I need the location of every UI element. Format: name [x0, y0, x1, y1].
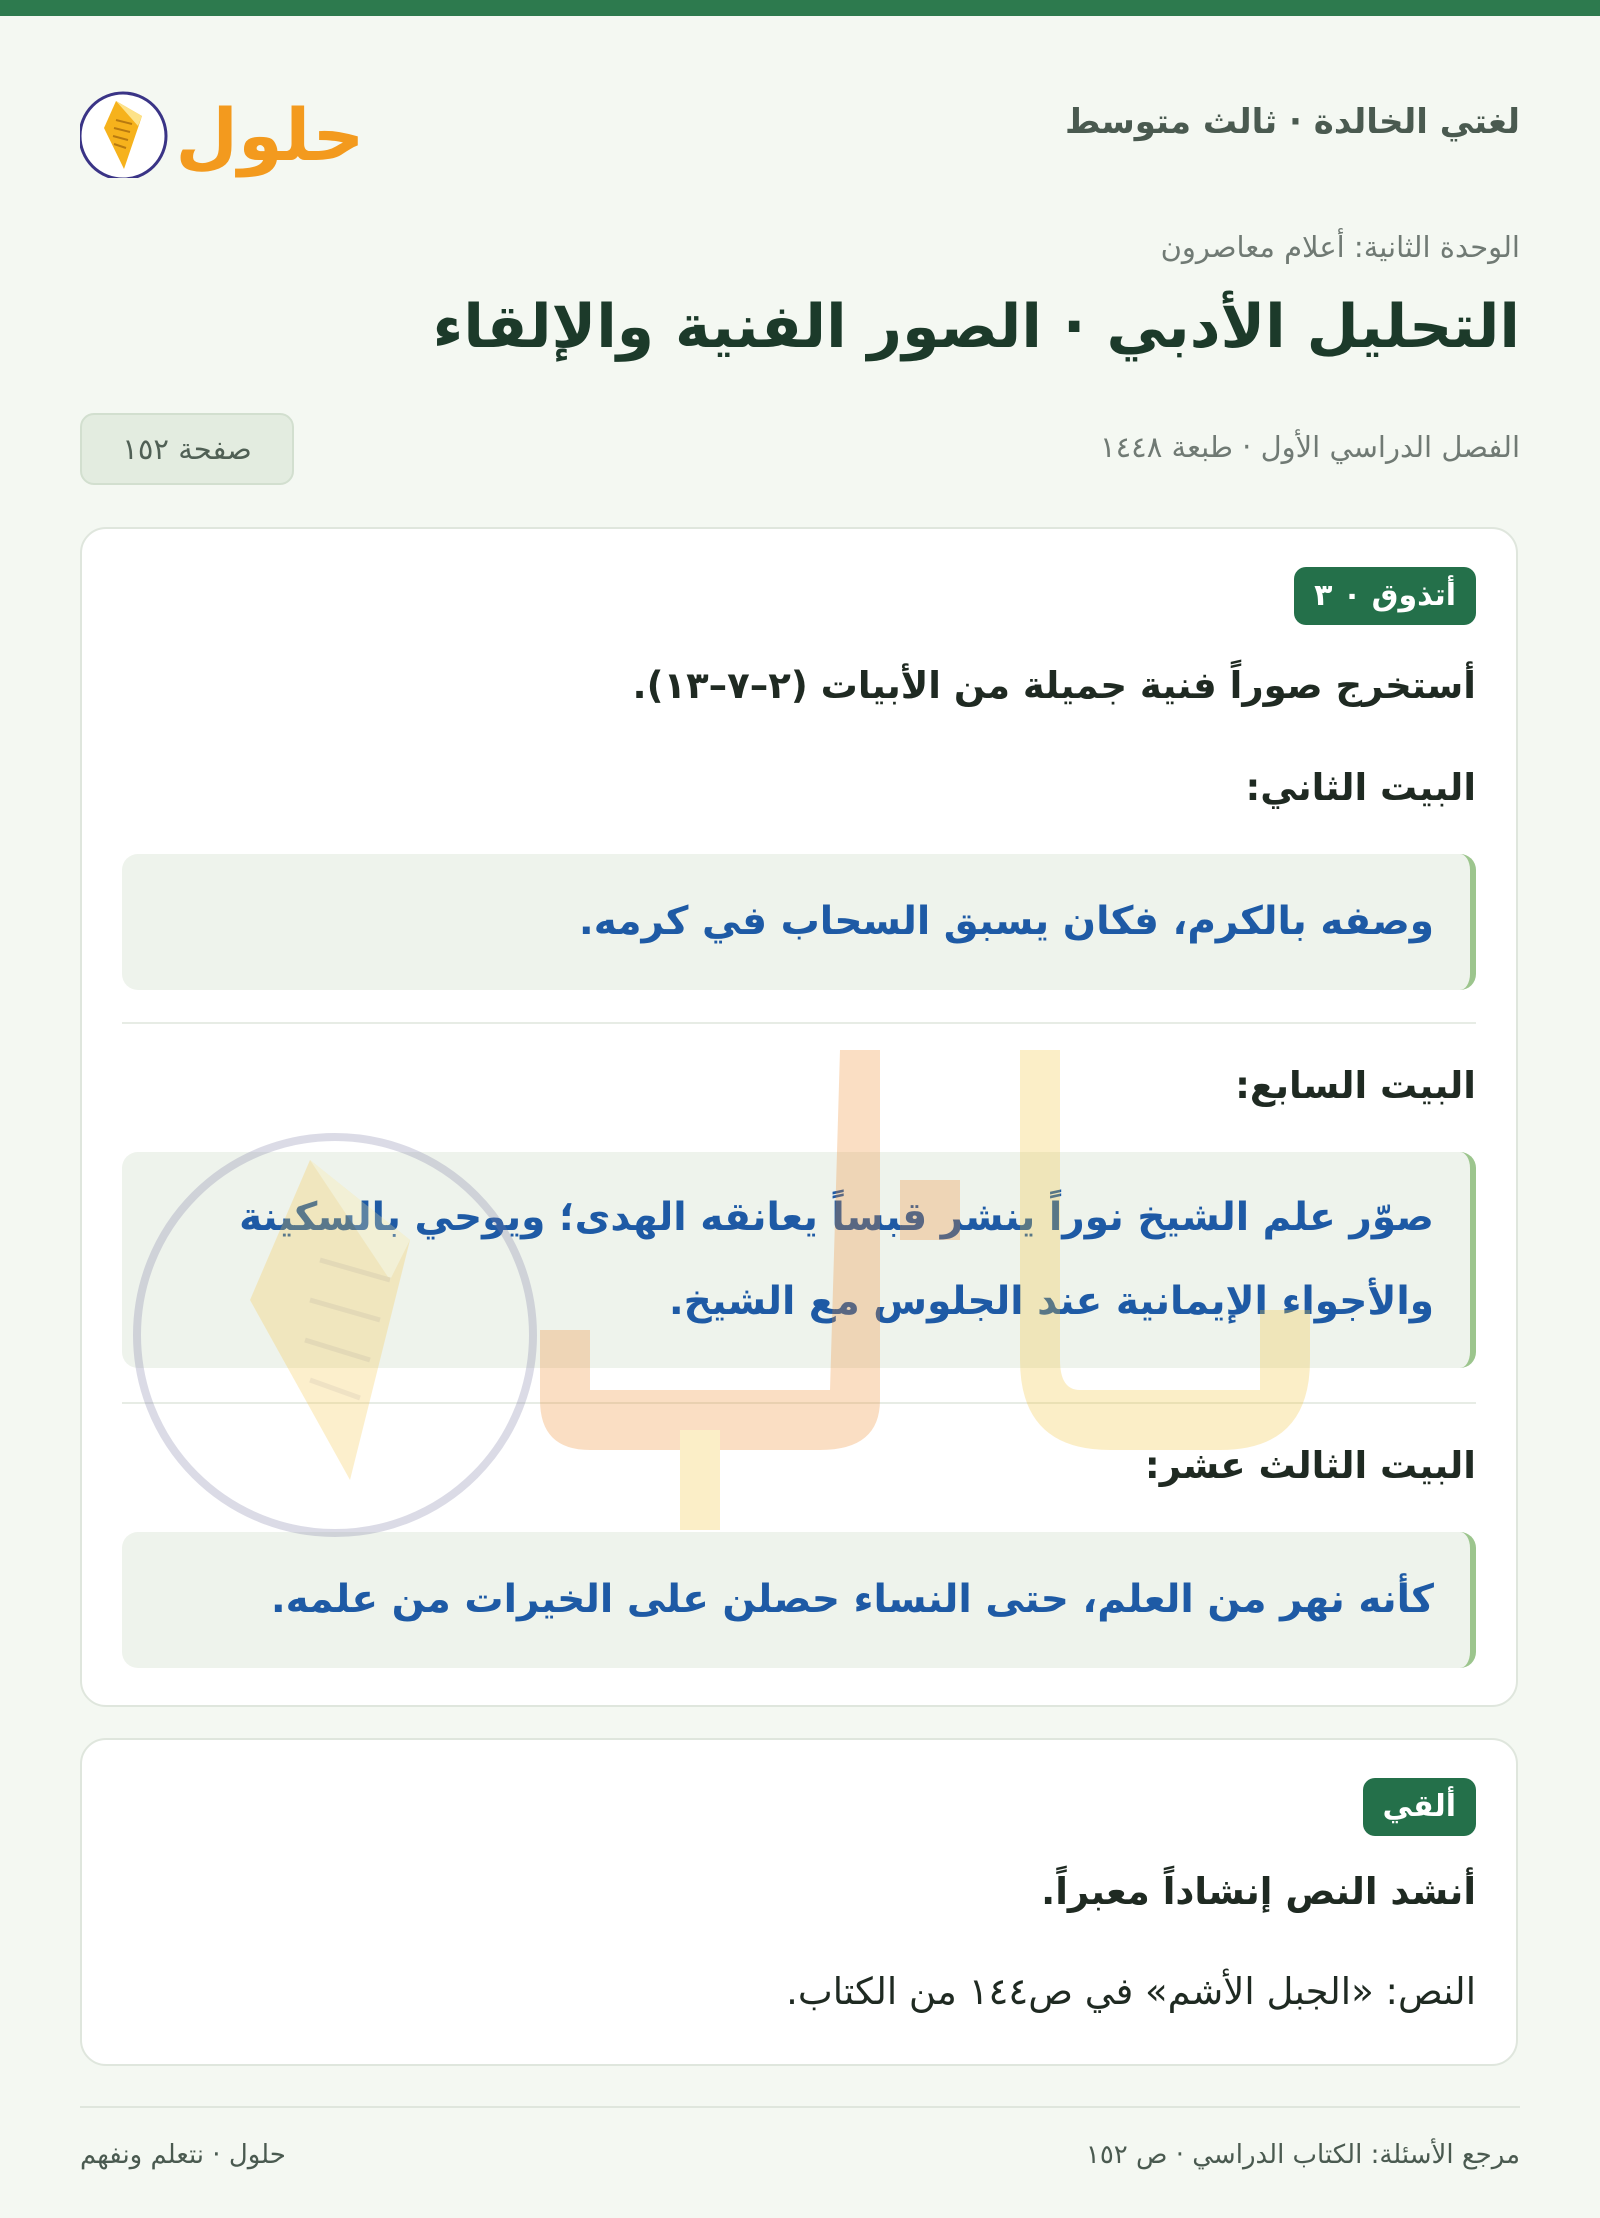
top-accent-bar — [0, 0, 1600, 16]
verse-label-13: البيت الثالث عشر: — [1144, 1444, 1476, 1487]
answer-text-2: وصفه بالكرم، فكان يسبق السحاب في كرمه. — [578, 899, 1434, 944]
page-header — [80, 62, 1520, 182]
question-text: أنشد النص إنشاداً معبراً. — [1041, 1870, 1476, 1913]
answer-box-13 — [122, 1532, 1476, 1668]
answer-box-7 — [122, 1152, 1476, 1368]
answer-text-13: كأنه نهر من العلم، حتى النساء حصلن على الخيرات من علمه. — [270, 1577, 1434, 1622]
page-title: التحليل الأدبي · الصور الفنية والإلقاء — [432, 292, 1520, 362]
answer-box-2 — [122, 854, 1476, 990]
footer-divider — [80, 2106, 1520, 2108]
verse-label-2: البيت الثاني: — [1245, 766, 1476, 809]
hulul-logo[interactable] — [80, 68, 360, 178]
subject-title: لغتي الخالدة · ثالث متوسط — [1064, 102, 1520, 142]
term-edition: الفصل الدراسي الأول · طبعة ١٤٤٨ — [1100, 430, 1520, 464]
verse-label-7: البيت السابع: — [1235, 1064, 1476, 1107]
footer-reference: مرجع الأسئلة: الكتاب الدراسي · ص ١٥٢ — [1085, 2140, 1520, 2170]
section-tag: ألقي — [1363, 1778, 1477, 1836]
recite-card — [80, 1738, 1518, 2066]
section-tag: أتذوق ٠ ٣ — [1294, 567, 1476, 625]
answer-text-7-line1: صوّر علم الشيخ نوراً ينشر قبساً يعانقه الهدى؛ ويوحي بالسكينة — [239, 1195, 1434, 1240]
unit-label: الوحدة الثانية: أعلام معاصرون — [1160, 230, 1520, 264]
divider — [122, 1402, 1476, 1404]
tasting-card — [80, 527, 1518, 1707]
question-text: أستخرج صوراً فنية جميلة من الأبيات (٢–٧–١٣). — [632, 664, 1476, 707]
divider — [122, 1022, 1476, 1024]
answer-text-7-line2: والأجواء الإيمانية عند الجلوس مع الشيخ. — [668, 1279, 1434, 1324]
page-number-badge: صفحة ١٥٢ — [80, 413, 294, 485]
footer-brand: حلول · نتعلم ونفهم — [80, 2140, 286, 2170]
reference-text: النص: «الجبل الأشم» في ص١٤٤ من الكتاب. — [786, 1970, 1476, 2013]
logo-text: حلول — [175, 93, 360, 177]
